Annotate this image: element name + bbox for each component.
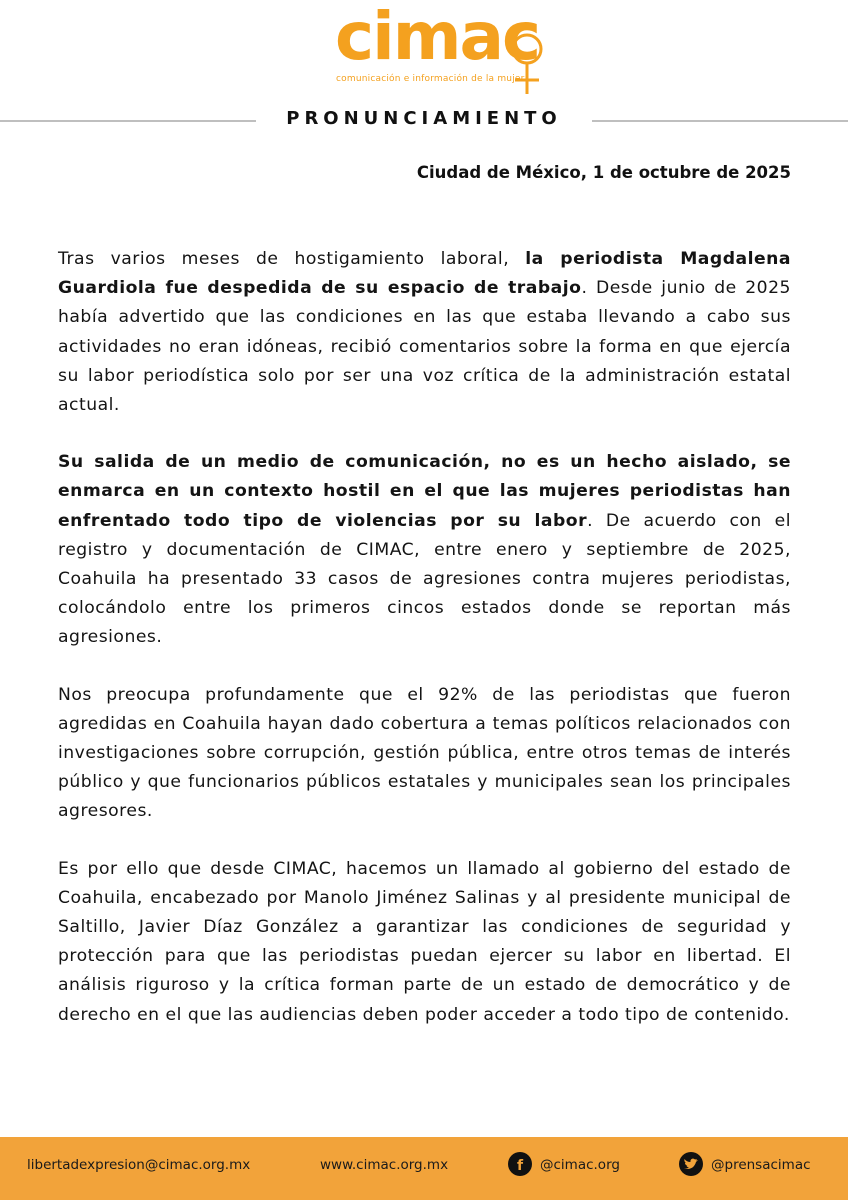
venus-icon <box>510 32 544 96</box>
date-line: Ciudad de México, 1 de octubre de 2025 <box>416 163 791 182</box>
footer-website[interactable]: www.cimac.org.mx <box>320 1157 449 1173</box>
footer-bar <box>0 1137 848 1200</box>
page-title: PRONUNCIAMIENTO <box>286 108 562 129</box>
paragraph-2-highlight: Su salida de un medio de comunicación, no es un hecho aislado, se enmarca en un contexto hostil en el que las mujeres periodistas han enfrentado todo tipo de violencias por su labor <box>58 452 791 531</box>
footer-twitter-handle[interactable]: @prensacimac <box>711 1157 811 1173</box>
paragraph-2 <box>58 448 791 652</box>
twitter-icon[interactable] <box>679 1152 703 1176</box>
svg-text:f: f <box>517 1158 524 1171</box>
paragraph-1-highlight: la periodista Magdalena Guardiola fue despedida de su espacio de trabajo <box>58 249 791 299</box>
footer-facebook-handle[interactable]: @cimac.org <box>540 1157 620 1173</box>
cimac-logo <box>330 0 540 100</box>
paragraph-1 <box>58 245 791 420</box>
paragraph-1-intro: Tras varios meses de hostigamiento laboral, <box>58 249 526 269</box>
paragraph-2-rest: . De acuerdo con el registro y documentación de CIMAC, entre enero y septiembre de 2025, Coahuila ha presentado 33 casos de agresiones contra mujeres periodistas, colocándolo entre los primeros cincos estados donde se reportan más agresiones. <box>58 510 791 648</box>
heading-rule-right <box>592 120 848 122</box>
paragraph-4: Es por ello que desde CIMAC, hacemos un llamado al gobierno del estado de Coahuila, encabezado por Manolo Jiménez Salinas y al presidente municipal de Saltillo, Javier Díaz González a garantizar las condiciones de seguridad y protección para que las periodistas puedan ejercer su labor en libertad. El análisis riguroso y la crítica forman parte de un estado de democrático y de derecho en el que las audiencias deben poder acceder a todo tipo de contenido. <box>58 858 791 1025</box>
facebook-icon[interactable] <box>508 1152 532 1176</box>
logo-wordmark: cimac <box>335 0 540 75</box>
logo-tagline: comunicación e información de la mujer <box>336 74 525 84</box>
paragraph-1-rest: . Desde junio de 2025 había advertido que las condiciones en las que estaba llevando a cabo sus actividades no eran idóneas, recibió comentarios sobre la forma en que ejercía su labor periodística solo por ser una voz crítica de la administración estatal actual. <box>58 278 791 416</box>
paragraph-3: Nos preocupa profundamente que el 92% de las periodistas que fueron agredidas en Coahuila hayan dado cobertura a temas políticos relacionados con investigaciones sobre corrupción, gestión pública, entre otros temas de interés público y que funcionarios públicos estatales y municipales sean los principales agresores. <box>58 684 791 822</box>
footer-email[interactable]: libertadexpresion@cimac.org.mx <box>27 1157 251 1173</box>
heading-rule-left <box>0 120 256 122</box>
statement-body <box>58 245 791 1058</box>
